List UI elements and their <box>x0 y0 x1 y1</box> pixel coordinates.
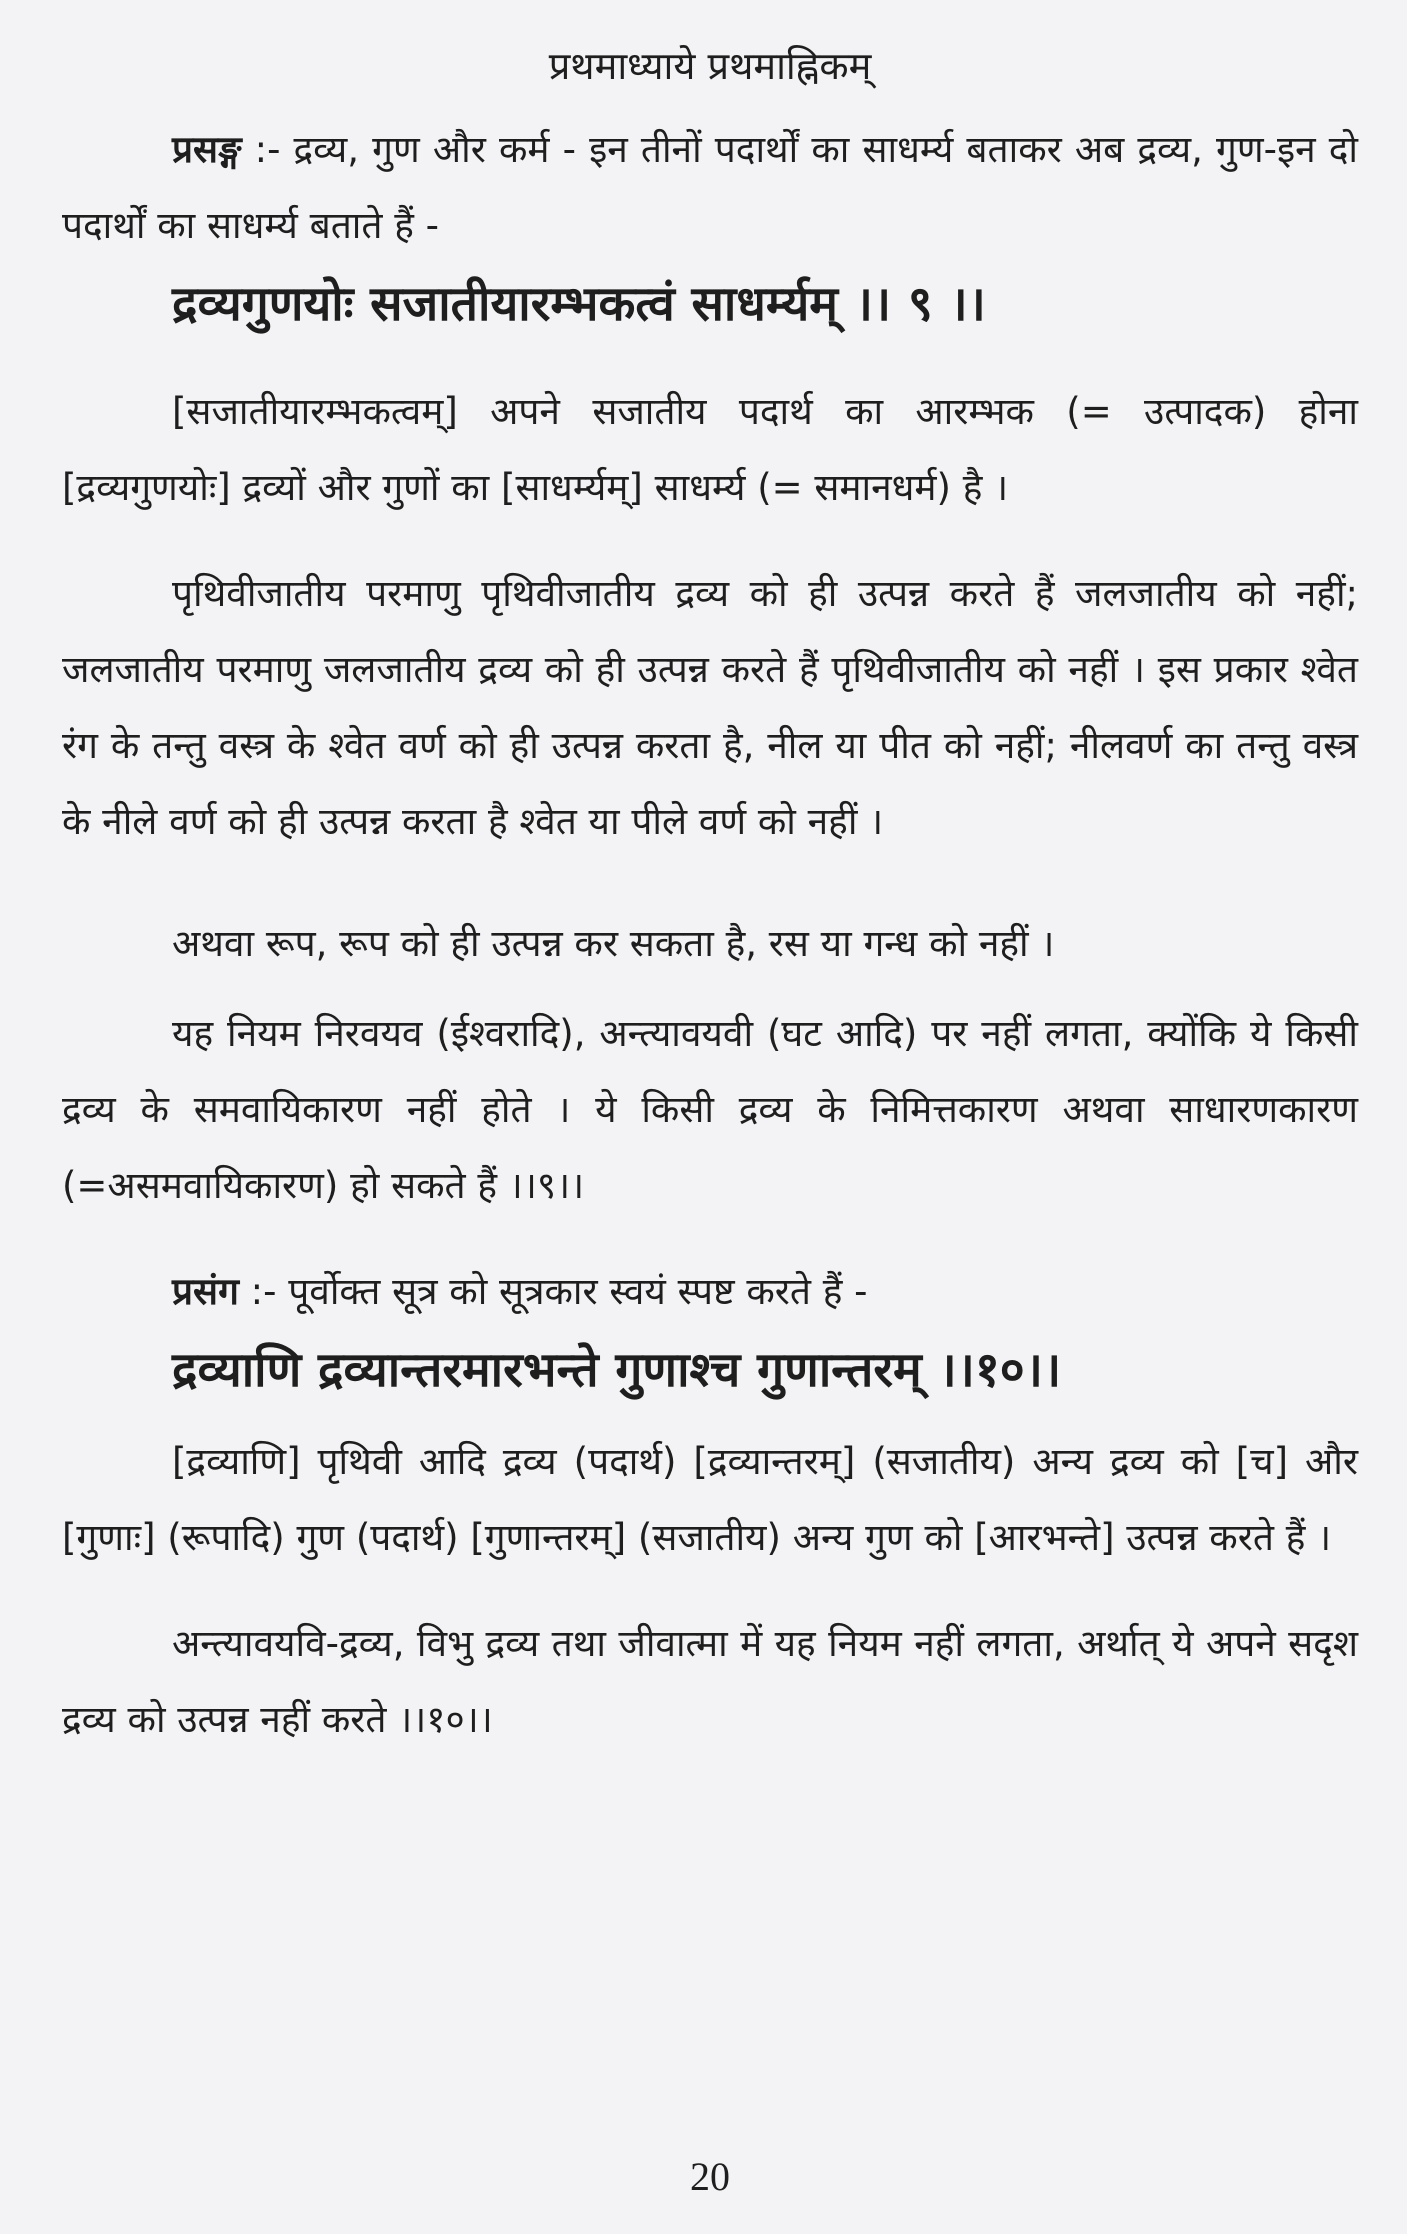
commentary-paragraph: पृथिवीजातीय परमाणु पृथिवीजातीय द्रव्य को ही उत्पन्न करते हैं जलजातीय को नहीं; जलजातीय परमाणु जलजातीय द्रव्य को ही उत्पन्न करते हैं पृथिवीजातीय को नहीं । इस प्रकार श्वेत रंग के तन्तु वस्त्र के श्वेत वर्ण को ही उत्पन्न करता है, नील या पीत को नहीं; नीलवर्ण का तन्तु वस्त्र के नीले वर्ण को ही उत्पन्न करता है श्वेत या पीले वर्ण को नहीं । <box>62 572 1358 843</box>
context-label: प्रसङ्ग <box>172 128 242 171</box>
context-note-2 <box>62 1254 1358 1330</box>
sutra-10: द्रव्याणि द्रव्यान्तरमारभन्ते गुणाश्च गुणान्तरम् ।।१०।। <box>172 1342 1062 1398</box>
sutra-10-word-meaning: [द्रव्याणि] पृथिवी आदि द्रव्य (पदार्थ) [द्रव्यान्तरम्] (सजातीय) अन्य द्रव्य को [च] और [गुणाः] (रूपादि) गुण (पदार्थ) [गुणान्तरम्] (सजातीय) अन्य गुण को [आरभन्ते] उत्पन्न करते हैं । <box>62 1440 1358 1559</box>
page-number: 20 <box>690 2154 730 2199</box>
sutra-9: द्रव्यगुणयोः सजातीयारम्भकत्वं साधर्म्यम् ।। ९ ।। <box>172 276 986 332</box>
running-header: प्रथमाध्याये प्रथमाह्निकम् <box>548 44 872 88</box>
book-page <box>62 30 1358 2210</box>
context-text: :- द्रव्य, गुण और कर्म - इन तीनों पदार्थों का साधर्म्य बताकर अब द्रव्य, गुण-इन दो पदार्थों का साधर्म्य बताते हैं - <box>62 128 1358 247</box>
commentary-paragraph: यह नियम निरवयव (ईश्वरादि), अन्त्यावयवी (घट आदि) पर नहीं लगता, क्योंकि ये किसी द्रव्य के समवायिकारण नहीं होते । ये किसी द्रव्य के निमित्तकारण अथवा साधारणकारण (=असमवायिकारण) हो सकते हैं ।।९।। <box>62 1012 1358 1207</box>
commentary-paragraph: अन्त्यावयवि-द्रव्य, विभु द्रव्य तथा जीवात्मा में यह नियम नहीं लगता, अर्थात् ये अपने सदृश द्रव्य को उत्पन्न नहीं करते ।।१०।। <box>62 1622 1358 1741</box>
context-text: :- पूर्वोक्त सूत्र को सूत्रकार स्वयं स्पष्ट करते हैं - <box>238 1270 868 1313</box>
context-label: प्रसंग <box>172 1270 239 1313</box>
context-note-1 <box>62 112 1358 264</box>
commentary-paragraph: अथवा रूप, रूप को ही उत्पन्न कर सकता है, रस या गन्ध को नहीं । <box>172 922 1055 965</box>
sutra-9-word-meaning: [सजातीयारम्भकत्वम्] अपने सजातीय पदार्थ का आरम्भक (= उत्पादक) होना [द्रव्यगुणयोः] द्रव्यों और गुणों का [साधर्म्यम्] साधर्म्य (= समानधर्म) है । <box>62 390 1358 509</box>
